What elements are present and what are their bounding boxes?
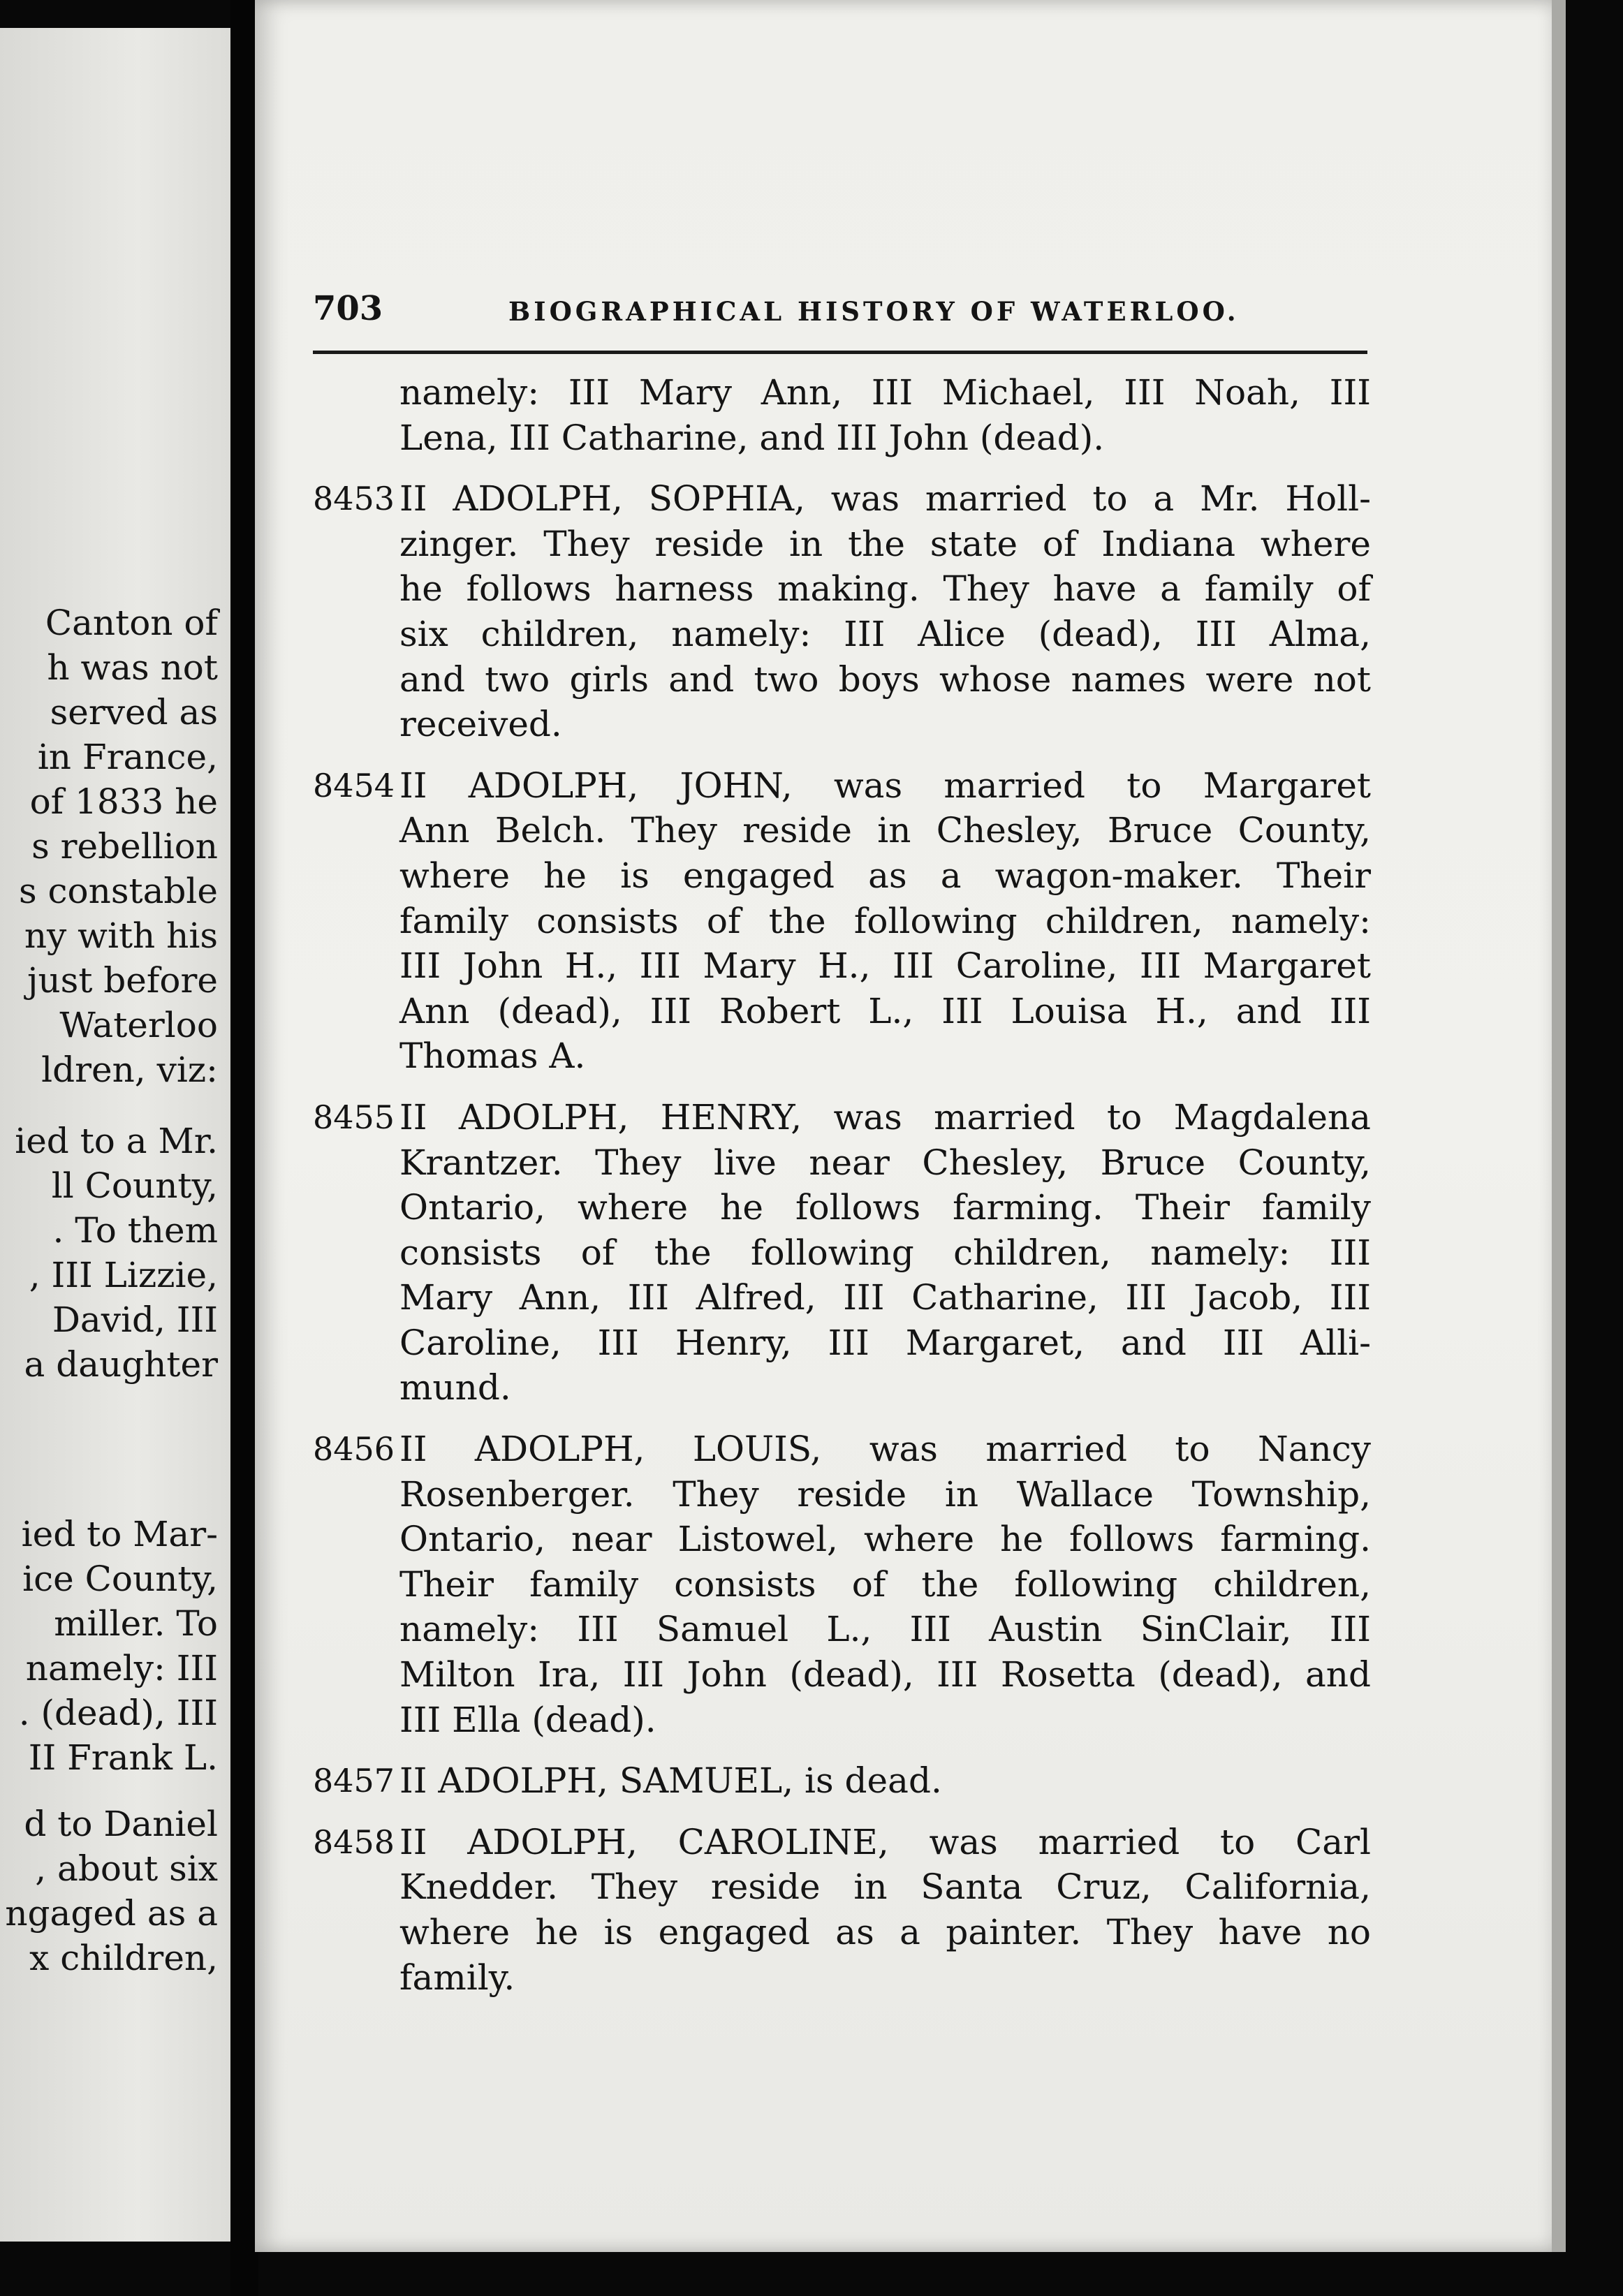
entry-line: Rosenberger. They reside in Wallace Township, [399, 1473, 1371, 1515]
facing-page-line: ied to a Mr. [15, 1121, 218, 1161]
entry-line: Ann (dead), III Robert L., III Louisa H., and III [399, 990, 1371, 1031]
facing-page-line: . To them [52, 1210, 218, 1251]
entry-line: he follows harness making. They have a family of [399, 568, 1371, 610]
entry-line: six children, namely: III Alice (dead), III Alma, [399, 613, 1371, 654]
entry-line: Krantzer. They live near Chesley, Bruce County, [399, 1142, 1371, 1183]
entry-line: II ADOLPH, SOPHIA, was married to a Mr. Holl- [399, 478, 1371, 520]
book-gutter [230, 0, 258, 2296]
facing-page-line: , about six [35, 1848, 218, 1889]
entry-number: 8458 [313, 1823, 395, 1861]
facing-page-line: of 1833 he [29, 781, 218, 822]
facing-page-line: d to Daniel [24, 1804, 218, 1844]
genealogy-entry [313, 1427, 1371, 1742]
entry-text [399, 763, 1371, 1079]
entry-line: II ADOLPH, HENRY, was married to Magdalena [399, 1096, 1371, 1138]
entry-line: zinger. They reside in the state of Indiana where [399, 523, 1371, 564]
entry-number: 8457 [313, 1762, 395, 1800]
entry-line: received. [399, 704, 562, 745]
entry-line: Ontario, near Listowel, where he follows farming. [399, 1519, 1371, 1560]
facing-page-line: II Frank L. [28, 1737, 218, 1778]
entry-line: and two girls and two boys whose names were not [399, 658, 1371, 700]
entry-line: Ontario, where he follows farming. Their family [399, 1187, 1371, 1228]
facing-page-line: h was not [47, 647, 218, 688]
facing-page-line: ied to Mar- [21, 1514, 218, 1554]
entry-text [399, 1758, 1371, 1804]
entry-line: Caroline, III Henry, III Margaret, and III Alli- [399, 1322, 1371, 1363]
entry-text [399, 476, 1371, 747]
facing-page-line: just before [27, 960, 218, 1001]
entry-line: mund. [399, 1367, 511, 1408]
entry-line: Lena, III Catharine, and III John (dead). [399, 417, 1105, 458]
entry-line: namely: III Samuel L., III Austin SinClair, III [399, 1609, 1371, 1650]
entry-text [399, 1820, 1371, 2000]
entry-number [313, 370, 399, 460]
entry-text [399, 1427, 1371, 1742]
entry-line: consists of the following children, namely: III [399, 1232, 1371, 1273]
entry-line: Mary Ann, III Alfred, III Catharine, III Jacob, III [399, 1277, 1371, 1318]
entry-line: Knedder. They reside in Santa Cruz, California, [399, 1867, 1371, 1908]
entry-line: Milton Ira, III John (dead), III Rosetta (dead), and [399, 1654, 1371, 1695]
genealogy-entry [313, 370, 1371, 460]
facing-page-line: a daughter [24, 1344, 218, 1385]
facing-page-line: ngaged as a [5, 1893, 218, 1934]
entry-number: 8453 [313, 480, 395, 518]
facing-page-line: ny with his [24, 915, 218, 956]
entry-line: family. [399, 1957, 515, 1998]
facing-page-line: in France, [37, 737, 218, 777]
entry-line: III John H., III Mary H., III Caroline, III Margaret [399, 945, 1371, 987]
facing-page-line: ldren, viz: [41, 1050, 218, 1090]
entry-text [399, 1095, 1371, 1411]
facing-page-line: namely: III [25, 1648, 218, 1688]
facing-page-line: David, III [52, 1300, 218, 1340]
facing-page-line: ice County, [22, 1559, 218, 1599]
facing-page-line: ll County, [51, 1165, 218, 1206]
facing-page-edge [0, 28, 230, 2242]
page-edge-shadow [1552, 0, 1566, 2252]
facing-page-line: Waterloo [59, 1005, 218, 1045]
entry-line: namely: III Mary Ann, III Michael, III Noah, III [399, 372, 1371, 413]
facing-page-line: x children, [29, 1938, 218, 1978]
entry-line: Thomas A. [399, 1036, 586, 1077]
facing-page-line: miller. To [54, 1603, 218, 1644]
genealogy-entries [313, 370, 1371, 2016]
entry-line: Their family consists of the following children, [399, 1563, 1371, 1605]
entry-number: 8454 [313, 766, 395, 804]
facing-page-line: . (dead), III [18, 1693, 218, 1733]
entry-text [399, 370, 1371, 460]
entry-line: II ADOLPH, SAMUEL, is dead. [399, 1760, 942, 1802]
facing-page-line: s constable [18, 871, 218, 911]
entry-line: II ADOLPH, JOHN, was married to Margaret [399, 765, 1371, 806]
header-rule [313, 351, 1367, 354]
entry-number: 8455 [313, 1098, 395, 1136]
entry-line: where he is engaged as a painter. They have no [399, 1912, 1371, 1952]
entry-line: where he is engaged as a wagon-maker. Their [399, 855, 1371, 896]
entry-line: III Ella (dead). [399, 1699, 656, 1740]
genealogy-entry [313, 476, 1371, 747]
facing-page-line: Canton of [45, 603, 218, 643]
facing-page-line: s rebellion [31, 826, 218, 867]
genealogy-entry [313, 1758, 1371, 1804]
entry-line: family consists of the following children, namely: [399, 900, 1371, 941]
genealogy-entry [313, 763, 1371, 1079]
entry-number: 8456 [313, 1430, 395, 1469]
facing-page-line: , III Lizzie, [29, 1255, 218, 1295]
genealogy-entry [313, 1095, 1371, 1411]
facing-page-line: served as [50, 692, 218, 733]
entry-line: Ann Belch. They reside in Chesley, Bruce County, [399, 810, 1371, 851]
page-number: 703 [313, 289, 383, 328]
entry-line: II ADOLPH, CAROLINE, was married to Carl [399, 1821, 1371, 1862]
entry-line: II ADOLPH, LOUIS, was married to Nancy [399, 1429, 1371, 1470]
genealogy-entry [313, 1820, 1371, 2000]
page-header [313, 286, 1367, 332]
running-title: BIOGRAPHICAL HISTORY OF WATERLOO. [508, 296, 1240, 327]
